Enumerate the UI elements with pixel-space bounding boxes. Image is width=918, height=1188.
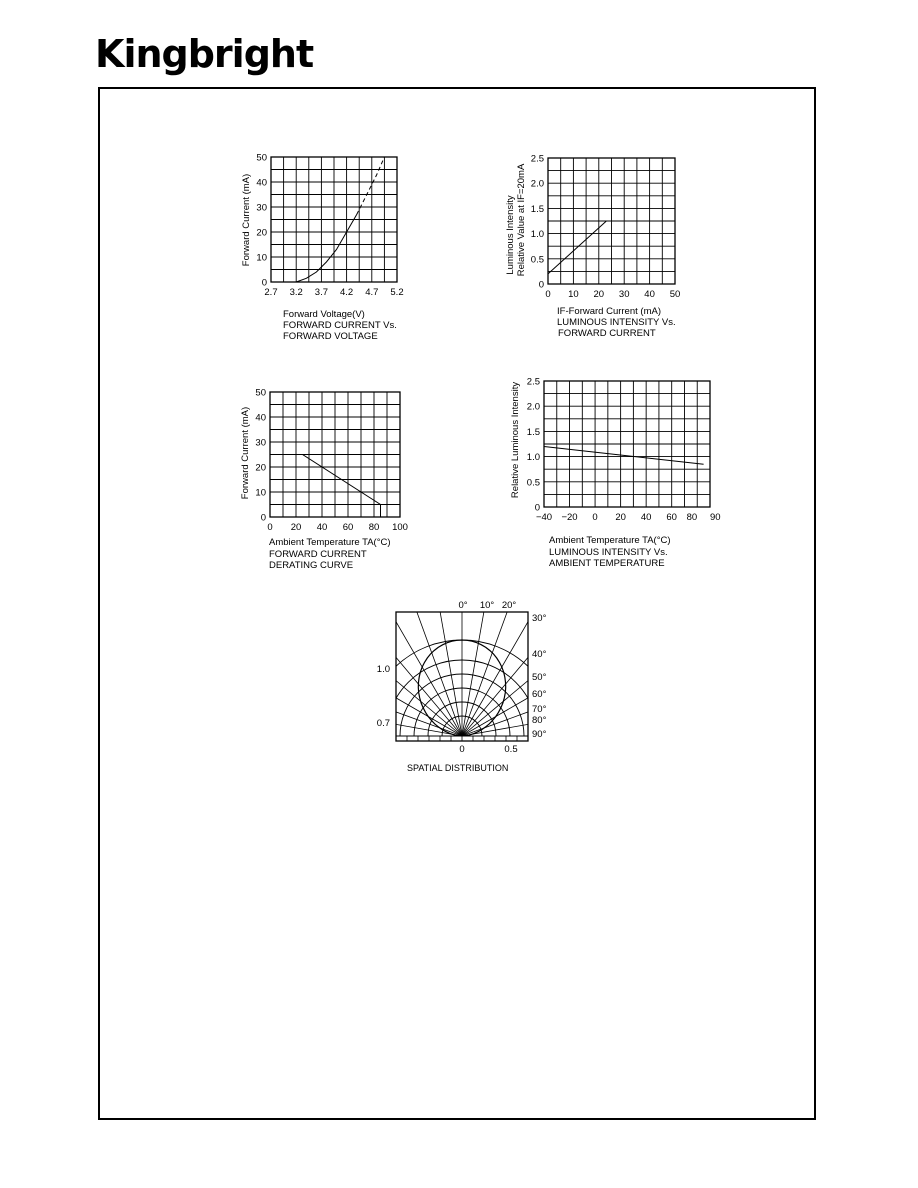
chart-luminous-intensity-current xyxy=(505,154,680,340)
chart5-title: SPATIAL DISTRIBUTION xyxy=(407,763,509,773)
y-tick-label: 0.5 xyxy=(526,477,540,489)
y-tick-label: 20 xyxy=(255,462,266,474)
polar-spoke xyxy=(387,529,462,736)
y-tick-label: 2.0 xyxy=(526,401,540,413)
angle-label: 0° xyxy=(458,600,468,611)
angle-label: 80° xyxy=(532,715,547,726)
x-tick-label: 4.7 xyxy=(365,287,379,298)
polar-spoke xyxy=(462,529,537,736)
chart3-subtitle: DERATING CURVE xyxy=(269,560,354,571)
y-tick-label: 0.5 xyxy=(530,254,544,266)
bottom-scale-label: 0 xyxy=(459,744,465,755)
angle-label: 90° xyxy=(532,729,547,740)
angle-label: 10° xyxy=(479,600,495,611)
y-tick-label: 30 xyxy=(255,437,266,449)
chart3-title: FORWARD CURRENT xyxy=(269,549,367,560)
y-tick-label: 2.5 xyxy=(526,376,540,388)
y-tick-label: 40 xyxy=(255,412,266,424)
x-tick-label: 5.2 xyxy=(390,287,404,298)
y-tick-label: 0 xyxy=(260,512,266,524)
y-tick-label: 1.0 xyxy=(530,229,544,241)
chart2-subtitle: FORWARD CURRENT xyxy=(558,328,656,339)
y-tick-label: 50 xyxy=(256,152,267,164)
x-tick-label: 20 xyxy=(615,512,626,523)
x-tick-label: 80 xyxy=(686,512,698,523)
x-tick-label: −40 xyxy=(535,512,553,523)
chart3-xlabel: Ambient Temperature TA(°C) xyxy=(269,537,391,548)
x-tick-label: 3.2 xyxy=(289,287,303,298)
polar-spoke xyxy=(321,567,462,736)
x-tick-label: 90 xyxy=(710,512,721,523)
series-line xyxy=(548,221,606,274)
radial-label: 0.7 xyxy=(376,718,390,729)
polar-spoke xyxy=(255,661,462,736)
polar-spoke xyxy=(462,661,669,736)
x-tick-label: 100 xyxy=(392,522,408,533)
chart1-subtitle: FORWARD VOLTAGE xyxy=(283,331,378,342)
y-tick-label: 1.0 xyxy=(526,452,540,464)
bottom-scale-label: 0.5 xyxy=(504,744,518,755)
y-tick-label: 0 xyxy=(538,279,544,291)
y-tick-label: 10 xyxy=(256,252,267,264)
x-tick-label: 0 xyxy=(592,512,598,523)
angle-label: 50° xyxy=(532,672,547,683)
series-line xyxy=(270,455,381,518)
y-tick-label: 30 xyxy=(256,202,267,214)
angle-label: 40° xyxy=(532,649,547,660)
x-tick-label: 20 xyxy=(593,289,605,300)
y-tick-label: 20 xyxy=(256,227,267,239)
chart1-title: FORWARD CURRENT Vs. xyxy=(283,320,397,331)
x-tick-label: 40 xyxy=(644,289,655,300)
angle-label: 30° xyxy=(532,613,547,624)
series-line xyxy=(296,215,357,283)
x-tick-label: 0 xyxy=(267,522,273,533)
y-tick-label: 1.5 xyxy=(530,203,544,215)
x-tick-label: 40 xyxy=(316,522,328,533)
y-tick-label: 2.5 xyxy=(530,153,544,165)
y-tick-label: 1.5 xyxy=(526,426,540,438)
chart4-subtitle: AMBIENT TEMPERATURE xyxy=(549,558,665,569)
chart2-xlabel: IF-Forward Current (mA) xyxy=(557,306,661,317)
series-line xyxy=(357,157,385,215)
radial-label: 1.0 xyxy=(376,664,390,675)
y-tick-label: 0 xyxy=(534,502,540,514)
y-tick-label: 50 xyxy=(255,387,266,399)
chart4-xlabel: Ambient Temperature TA(°C) xyxy=(549,535,671,546)
series-line xyxy=(544,447,704,465)
chart2-ylabel2: Relative Value at IF=20mA xyxy=(516,163,527,277)
chart-forward-current-derating xyxy=(240,388,408,572)
x-tick-label: 30 xyxy=(618,289,630,300)
y-tick-label: 10 xyxy=(255,487,266,499)
x-tick-label: −20 xyxy=(561,512,578,523)
chart1-xlabel: Forward Voltage(V) xyxy=(283,309,365,320)
x-tick-label: 60 xyxy=(342,522,354,533)
x-tick-label: 50 xyxy=(669,289,681,300)
y-tick-label: 2.0 xyxy=(530,178,544,190)
x-tick-label: 4.2 xyxy=(339,287,354,298)
angle-label: 60° xyxy=(532,689,547,700)
chart-luminous-intensity-temperature xyxy=(510,377,721,570)
x-tick-label: 10 xyxy=(568,289,579,300)
y-tick-label: 40 xyxy=(256,177,267,189)
brand-logo: Kingbright xyxy=(95,32,314,76)
x-tick-label: 2.7 xyxy=(264,287,278,298)
x-tick-label: 40 xyxy=(640,512,652,523)
chart2-ylabel: Luminous Intensity xyxy=(505,195,516,275)
x-tick-label: 0 xyxy=(545,289,551,300)
chart3-ylabel: Forward Current (mA) xyxy=(240,406,251,500)
x-tick-label: 20 xyxy=(290,522,302,533)
x-tick-label: 80 xyxy=(368,522,380,533)
x-tick-label: 3.7 xyxy=(314,287,329,298)
x-tick-label: 60 xyxy=(666,512,677,523)
chart-forward-current-voltage xyxy=(241,153,404,343)
chart4-title: LUMINOUS INTENSITY Vs. xyxy=(549,547,668,558)
y-tick-label: 0 xyxy=(261,277,267,289)
angle-label: 70° xyxy=(532,704,547,715)
chart1-ylabel: Forward Current (mA) xyxy=(241,173,252,267)
chart4-ylabel: Relative Luminous Intensity xyxy=(510,381,521,499)
chart2-title: LUMINOUS INTENSITY Vs. xyxy=(557,317,676,328)
angle-label: 20° xyxy=(501,600,517,611)
